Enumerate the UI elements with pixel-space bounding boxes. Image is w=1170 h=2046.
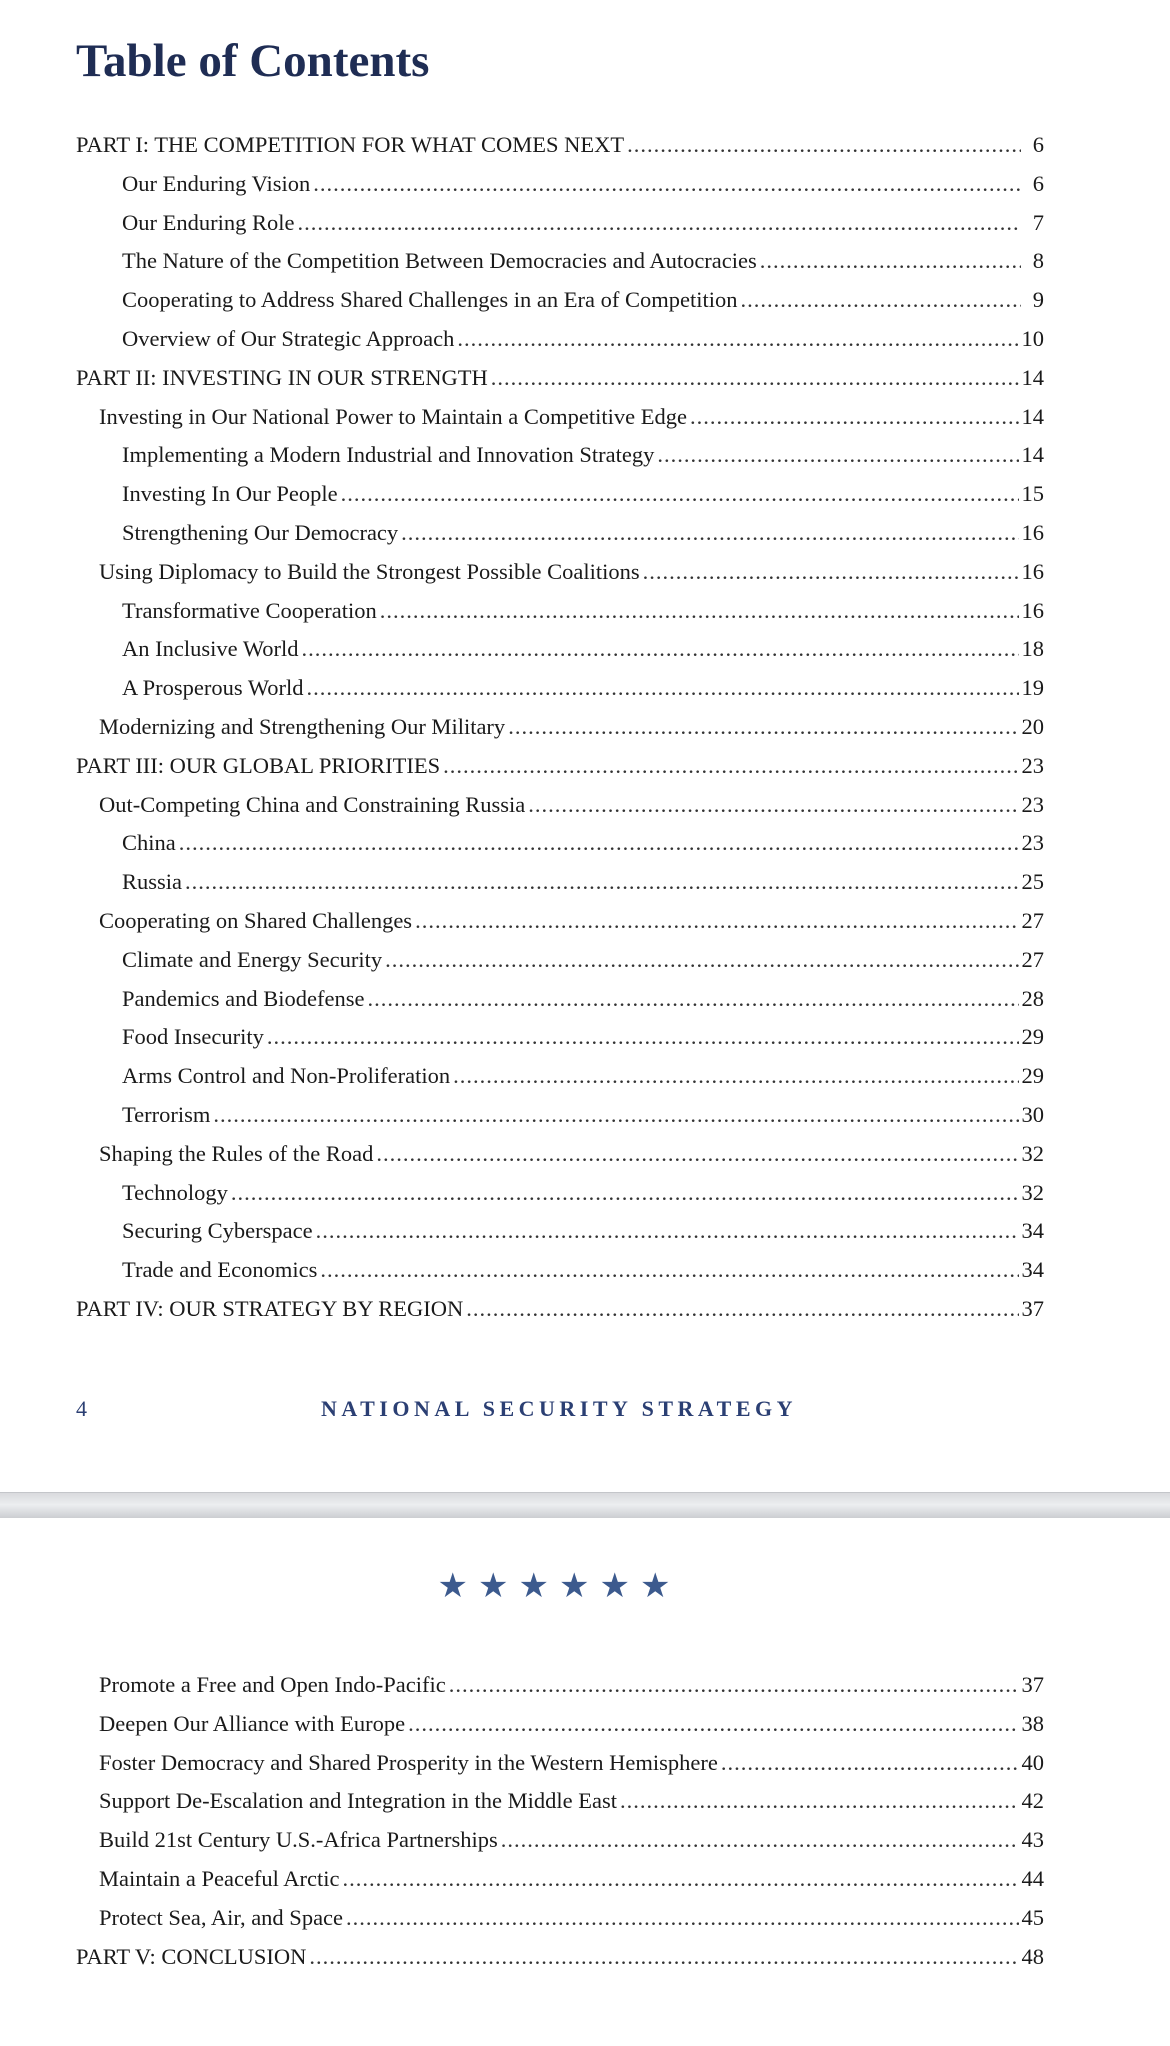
toc-entry-line bbox=[122, 669, 1044, 708]
toc-entry[interactable] bbox=[0, 126, 1170, 165]
toc-entry-line bbox=[99, 1782, 1044, 1821]
toc-entry-label: Terrorism bbox=[122, 1101, 211, 1127]
toc-entry-line bbox=[99, 1705, 1044, 1744]
dot-leader bbox=[453, 1057, 1018, 1096]
page-title: Table of Contents bbox=[76, 35, 430, 87]
star-ornament: ★★★★★★ bbox=[437, 1566, 681, 1606]
toc-entry-page-number: 14 bbox=[1021, 364, 1044, 390]
toc-entry[interactable] bbox=[0, 786, 1170, 825]
toc-entry-label: Arms Control and Non-Proliferation bbox=[122, 1063, 451, 1089]
dot-leader bbox=[316, 1212, 1019, 1251]
table-of-contents-list bbox=[0, 126, 1170, 1329]
toc-entry[interactable] bbox=[0, 980, 1170, 1019]
dot-leader bbox=[213, 1096, 1018, 1135]
dot-leader bbox=[313, 165, 1021, 204]
toc-entry-label: Protect Sea, Air, and Space bbox=[99, 1904, 344, 1930]
toc-entry-line bbox=[99, 1744, 1044, 1783]
dot-leader bbox=[528, 786, 1018, 825]
toc-entry[interactable] bbox=[0, 398, 1170, 437]
toc-entry-line bbox=[122, 941, 1044, 980]
toc-entry[interactable] bbox=[0, 1290, 1170, 1329]
toc-entry-page-number: 29 bbox=[1021, 1024, 1044, 1050]
dot-leader bbox=[302, 630, 1019, 669]
dot-leader bbox=[443, 747, 1018, 786]
toc-entry-page-number: 34 bbox=[1021, 1218, 1044, 1244]
toc-entry-line bbox=[76, 747, 1044, 786]
toc-entry[interactable] bbox=[0, 747, 1170, 786]
toc-entry-page-number: 23 bbox=[1021, 752, 1044, 778]
toc-entry[interactable] bbox=[0, 281, 1170, 320]
toc-entry-page-number: 37 bbox=[1021, 1295, 1044, 1321]
toc-entry[interactable] bbox=[0, 436, 1170, 475]
toc-entry-label: Our Enduring Role bbox=[122, 209, 295, 235]
dot-leader bbox=[231, 1174, 1019, 1213]
toc-entry[interactable] bbox=[0, 1860, 1170, 1899]
toc-entry[interactable] bbox=[0, 359, 1170, 398]
toc-entry[interactable] bbox=[0, 1174, 1170, 1213]
toc-entry[interactable] bbox=[0, 1705, 1170, 1744]
dot-leader bbox=[267, 1018, 1019, 1057]
dot-leader bbox=[449, 1666, 1019, 1705]
toc-entry[interactable] bbox=[0, 708, 1170, 747]
toc-entry-line bbox=[122, 1018, 1044, 1057]
dot-leader bbox=[657, 436, 1018, 475]
toc-entry-line bbox=[122, 592, 1044, 631]
toc-entry-line bbox=[99, 708, 1044, 747]
toc-entry-page-number: 16 bbox=[1021, 558, 1044, 584]
table-of-contents-list-continued bbox=[0, 1666, 1170, 1976]
toc-entry-line bbox=[99, 398, 1044, 437]
toc-entry-label: The Nature of the Competition Between Democracies and Autocracies bbox=[122, 248, 757, 274]
toc-entry-label: Investing In Our People bbox=[122, 481, 338, 507]
dot-leader bbox=[508, 708, 1018, 747]
toc-entry-label: Our Enduring Vision bbox=[122, 170, 311, 196]
dot-leader bbox=[457, 320, 1018, 359]
dot-leader bbox=[341, 475, 1019, 514]
toc-entry-label: Implementing a Modern Industrial and Innovation Strategy bbox=[122, 442, 655, 468]
dot-leader bbox=[643, 553, 1019, 592]
toc-entry-label: PART IV: OUR STRATEGY BY REGION bbox=[76, 1295, 464, 1321]
toc-entry-label: PART III: OUR GLOBAL PRIORITIES bbox=[76, 752, 441, 778]
dot-leader bbox=[346, 1899, 1018, 1938]
toc-entry-page-number: 14 bbox=[1021, 403, 1044, 429]
dot-leader bbox=[760, 242, 1021, 281]
toc-entry-line bbox=[99, 553, 1044, 592]
toc-entry-page-number: 34 bbox=[1021, 1257, 1044, 1283]
toc-entry[interactable] bbox=[0, 941, 1170, 980]
toc-entry[interactable] bbox=[0, 824, 1170, 863]
toc-entry-line bbox=[122, 165, 1044, 204]
toc-entry[interactable] bbox=[0, 475, 1170, 514]
toc-entry[interactable] bbox=[0, 1744, 1170, 1783]
toc-entry-page-number: 28 bbox=[1021, 985, 1044, 1011]
toc-entry-label: Trade and Economics bbox=[122, 1257, 318, 1283]
toc-entry-label: Modernizing and Strengthening Our Military bbox=[99, 713, 506, 739]
toc-entry-line bbox=[122, 281, 1044, 320]
toc-entry[interactable] bbox=[0, 1938, 1170, 1977]
toc-entry-label: Cooperating to Address Shared Challenges in an Era of Competition bbox=[122, 287, 738, 313]
toc-entry-line bbox=[99, 786, 1044, 825]
toc-entry-line bbox=[99, 1821, 1044, 1860]
toc-entry-page-number: 7 bbox=[1032, 209, 1044, 235]
toc-entry-line bbox=[99, 902, 1044, 941]
toc-entry[interactable] bbox=[0, 165, 1170, 204]
dot-leader bbox=[466, 1290, 1018, 1329]
toc-entry-line bbox=[76, 1938, 1044, 1977]
toc-entry-page-number: 44 bbox=[1021, 1865, 1044, 1891]
toc-entry-page-number: 29 bbox=[1021, 1063, 1044, 1089]
dot-leader bbox=[501, 1821, 1019, 1860]
dot-leader bbox=[491, 359, 1019, 398]
dot-leader bbox=[380, 592, 1019, 631]
toc-entry-line bbox=[76, 1290, 1044, 1329]
toc-entry-line bbox=[122, 204, 1044, 243]
toc-entry-line bbox=[122, 1212, 1044, 1251]
dot-leader bbox=[690, 398, 1018, 437]
toc-entry-line bbox=[76, 126, 1044, 165]
toc-entry-page-number: 19 bbox=[1021, 675, 1044, 701]
toc-entry-label: Securing Cyberspace bbox=[122, 1218, 313, 1244]
page-number: 4 bbox=[76, 1396, 87, 1421]
toc-entry-label: Food Insecurity bbox=[122, 1024, 264, 1050]
toc-entry[interactable] bbox=[0, 1057, 1170, 1096]
toc-entry-line bbox=[122, 1057, 1044, 1096]
toc-entry-label: An Inclusive World bbox=[122, 636, 299, 662]
toc-entry[interactable] bbox=[0, 1899, 1170, 1938]
toc-entry-label: Build 21st Century U.S.-Africa Partnerships bbox=[99, 1827, 498, 1853]
toc-entry-label: Climate and Energy Security bbox=[122, 946, 383, 972]
toc-entry-label: Russia bbox=[122, 869, 183, 895]
toc-entry[interactable] bbox=[0, 204, 1170, 243]
toc-entry-line bbox=[122, 436, 1044, 475]
toc-entry-line bbox=[99, 1860, 1044, 1899]
toc-entry-label: Using Diplomacy to Build the Strongest Possible Coalitions bbox=[99, 558, 640, 584]
toc-entry[interactable] bbox=[0, 630, 1170, 669]
running-footer-title: NATIONAL SECURITY STRATEGY bbox=[320, 1396, 797, 1421]
toc-entry-label: Investing in Our National Power to Maintain a Competitive Edge bbox=[99, 403, 688, 429]
toc-entry-page-number: 14 bbox=[1021, 442, 1044, 468]
toc-entry-page-number: 27 bbox=[1021, 907, 1044, 933]
toc-entry-page-number: 42 bbox=[1021, 1788, 1044, 1814]
toc-entry-page-number: 16 bbox=[1021, 519, 1044, 545]
toc-entry-label: Strengthening Our Democracy bbox=[122, 519, 399, 545]
dot-leader bbox=[343, 1860, 1019, 1899]
toc-entry-label: Pandemics and Biodefense bbox=[122, 985, 365, 1011]
toc-entry-page-number: 32 bbox=[1021, 1140, 1044, 1166]
toc-entry-label: China bbox=[122, 830, 176, 856]
dot-leader bbox=[185, 863, 1018, 902]
toc-entry-page-number: 8 bbox=[1032, 248, 1044, 274]
toc-entry-page-number: 15 bbox=[1021, 481, 1044, 507]
toc-entry[interactable] bbox=[0, 1666, 1170, 1705]
toc-entry-line bbox=[122, 1096, 1044, 1135]
toc-entry-line bbox=[122, 514, 1044, 553]
toc-entry-page-number: 45 bbox=[1021, 1904, 1044, 1930]
toc-entry-line bbox=[99, 1135, 1044, 1174]
dot-leader bbox=[367, 980, 1018, 1019]
toc-entry-label: Cooperating on Shared Challenges bbox=[99, 907, 413, 933]
toc-entry-label: A Prosperous World bbox=[122, 675, 304, 701]
toc-entry[interactable] bbox=[0, 1782, 1170, 1821]
toc-entry-page-number: 38 bbox=[1021, 1710, 1044, 1736]
toc-entry-page-number: 9 bbox=[1032, 287, 1044, 313]
toc-entry-page-number: 16 bbox=[1021, 597, 1044, 623]
dot-leader bbox=[376, 1135, 1018, 1174]
toc-entry-label: PART I: THE COMPETITION FOR WHAT COMES NEXT bbox=[76, 132, 625, 157]
dot-leader bbox=[320, 1251, 1018, 1290]
toc-entry[interactable] bbox=[0, 592, 1170, 631]
toc-entry-line bbox=[122, 863, 1044, 902]
dot-leader bbox=[401, 514, 1018, 553]
toc-entry-page-number: 40 bbox=[1021, 1749, 1044, 1775]
toc-entry-page-number: 6 bbox=[1032, 170, 1044, 196]
toc-entry-label: Foster Democracy and Shared Prosperity in the Western Hemisphere bbox=[99, 1749, 718, 1775]
toc-entry-label: Promote a Free and Open Indo-Pacific bbox=[99, 1672, 446, 1697]
toc-entry-label: Overview of Our Strategic Approach bbox=[122, 325, 455, 351]
toc-entry-page-number: 48 bbox=[1021, 1943, 1044, 1969]
toc-entry-label: Deepen Our Alliance with Europe bbox=[99, 1710, 406, 1736]
toc-entry-line bbox=[99, 1899, 1044, 1938]
dot-leader bbox=[307, 669, 1019, 708]
toc-entry-line bbox=[122, 630, 1044, 669]
dot-leader bbox=[741, 281, 1021, 320]
dot-leader bbox=[297, 204, 1021, 243]
toc-entry[interactable] bbox=[0, 902, 1170, 941]
toc-entry-line bbox=[122, 1174, 1044, 1213]
toc-entry-page-number: 18 bbox=[1021, 636, 1044, 662]
toc-entry[interactable] bbox=[0, 242, 1170, 281]
toc-entry[interactable] bbox=[0, 514, 1170, 553]
toc-entry-page-number: 27 bbox=[1021, 946, 1044, 972]
toc-entry-label: Support De-Escalation and Integration in the Middle East bbox=[99, 1788, 617, 1814]
toc-entry-page-number: 20 bbox=[1021, 713, 1044, 739]
toc-entry-page-number: 23 bbox=[1021, 791, 1044, 817]
toc-entry-page-number: 30 bbox=[1021, 1101, 1044, 1127]
toc-entry[interactable] bbox=[0, 1135, 1170, 1174]
dot-leader bbox=[385, 941, 1018, 980]
toc-entry-line bbox=[122, 475, 1044, 514]
dot-leader bbox=[620, 1782, 1019, 1821]
toc-entry-page-number: 43 bbox=[1021, 1827, 1044, 1853]
toc-entry-line bbox=[122, 242, 1044, 281]
toc-entry-line bbox=[122, 980, 1044, 1019]
toc-entry-line bbox=[99, 1666, 1044, 1705]
toc-entry-page-number: 6 bbox=[1032, 132, 1044, 157]
toc-entry-label: Technology bbox=[122, 1179, 228, 1205]
dot-leader bbox=[309, 1938, 1018, 1977]
dot-leader bbox=[408, 1705, 1018, 1744]
toc-entry[interactable] bbox=[0, 1096, 1170, 1135]
toc-entry[interactable] bbox=[0, 669, 1170, 708]
toc-entry-line bbox=[122, 1251, 1044, 1290]
toc-entry-page-number: 32 bbox=[1021, 1179, 1044, 1205]
toc-entry-label: Shaping the Rules of the Road bbox=[99, 1140, 374, 1166]
toc-entry-line bbox=[122, 824, 1044, 863]
toc-entry-label: PART II: INVESTING IN OUR STRENGTH bbox=[76, 364, 488, 390]
toc-entry[interactable] bbox=[0, 320, 1170, 359]
toc-entry-label: PART V: CONCLUSION bbox=[76, 1943, 307, 1969]
dot-leader bbox=[179, 824, 1019, 863]
page-divider bbox=[0, 1492, 1170, 1520]
toc-entry[interactable] bbox=[0, 863, 1170, 902]
toc-entry-page-number: 23 bbox=[1021, 830, 1044, 856]
toc-entry[interactable] bbox=[0, 553, 1170, 592]
toc-entry-page-number: 37 bbox=[1021, 1672, 1044, 1697]
toc-entry-label: Maintain a Peaceful Arctic bbox=[99, 1865, 340, 1891]
toc-entry-line bbox=[122, 320, 1044, 359]
toc-entry[interactable] bbox=[0, 1251, 1170, 1290]
dot-leader bbox=[721, 1744, 1019, 1783]
toc-entry-line bbox=[76, 359, 1044, 398]
toc-entry[interactable] bbox=[0, 1212, 1170, 1251]
toc-entry-page-number: 25 bbox=[1021, 869, 1044, 895]
toc-entry-label: Out-Competing China and Constraining Russia bbox=[99, 791, 526, 817]
dot-leader bbox=[627, 126, 1021, 165]
toc-entry-page-number: 10 bbox=[1021, 325, 1044, 351]
toc-entry-label: Transformative Cooperation bbox=[122, 597, 377, 623]
toc-entry[interactable] bbox=[0, 1018, 1170, 1057]
toc-entry[interactable] bbox=[0, 1821, 1170, 1860]
dot-leader bbox=[415, 902, 1018, 941]
